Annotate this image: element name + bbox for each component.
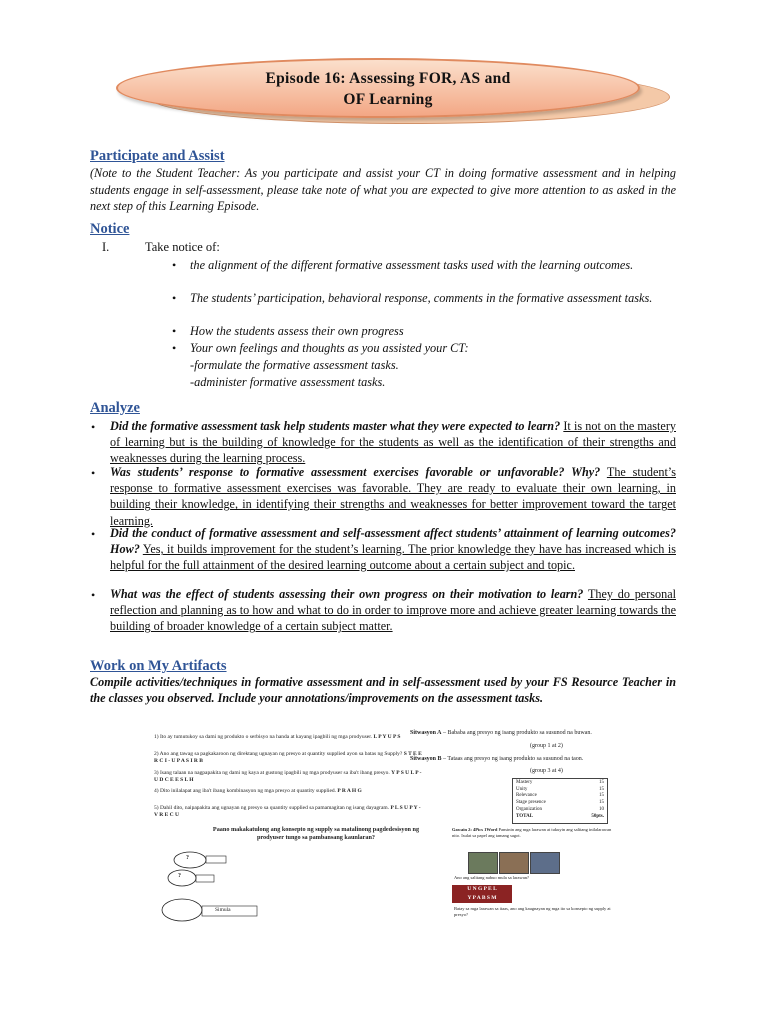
item-key: P L S U P Y - V R E C U — [154, 805, 421, 818]
sitwasyon-b — [410, 755, 640, 763]
analyze-answer-1: It is not on the mastery of learning but is the building of knowledge for the students as well as the identification of their strengths and weaknesses during the learning process. — [110, 419, 676, 466]
unscramble-word-1: U N G P E L — [467, 886, 497, 892]
item-key: P R A H G — [337, 788, 362, 794]
item-number: 3) — [154, 770, 159, 776]
rubric-points: 15 — [599, 793, 604, 799]
paano-question: Paano makakatulong ang konsepto ng supply sa matalinong pagdedesisyon ng prodyuser tungo sa pambansang kaunlaran? — [212, 826, 420, 841]
rubric-criterion: Stage presence — [516, 800, 546, 806]
bullet-icon: • — [172, 324, 177, 338]
photo-2 — [499, 852, 529, 874]
bullet-icon: • — [91, 588, 96, 602]
sitwasyon-a-label: Sitwasyon A — [410, 730, 442, 736]
item-key: S T E E R C I - U P A S I R B — [154, 751, 422, 764]
rubric-row — [516, 807, 604, 814]
bullet-icon: • — [172, 258, 177, 272]
flow-q1: ? — [186, 855, 189, 861]
flow-start-circle — [162, 899, 202, 921]
flow-bubble-1 — [174, 852, 206, 868]
analyze-item-3 — [110, 525, 676, 574]
gawain-text: Pansinin ang mga larawan at tukuyin ang salitang inilalarawan nito. Isulat sa papel ang tamang sagot. — [452, 827, 612, 838]
episode-banner — [108, 58, 668, 128]
episode-title-line1: Episode 16: Assessing FOR, AS and — [265, 70, 511, 87]
analyze-question-1: Did the formative assessment task help students master what they were expected to learn? — [110, 419, 561, 433]
item-key: L P Y U P S — [373, 734, 401, 740]
analyze-question-4: What was the effect of students assessing their own progress on their motivation to learn? — [110, 587, 584, 601]
item-number: 2) — [154, 751, 159, 757]
rubric-total-value: 50pts. — [591, 813, 604, 819]
analyze-question-2: Was students’ response to formative assessment exercises favorable or unfavorable? Why? — [110, 465, 601, 479]
participate-text: (Note to the Student Teacher: As you participate and assist your CT in doing formative assessment and in helping students engage in self-assessment, please take note of what you are expected to give more attention to as asked in the next step of this Learning Episode. — [90, 166, 676, 213]
notice-heading: Notice — [90, 221, 130, 237]
notice-bullet-1: the alignment of the different formative assessment tasks used with the learning outcomes. — [190, 258, 634, 272]
worksheet-item-5 — [154, 805, 424, 819]
participate-heading: Participate and Assist — [90, 148, 225, 164]
flow-bubble-2 — [168, 870, 196, 886]
notice-lead: Take notice of: — [145, 240, 220, 254]
bullet-icon: • — [91, 527, 96, 541]
rubric-points: 15 — [599, 786, 604, 792]
question-after-2: Batay sa mga larawan sa itaas, ano ang kaugnayan ng mga ito sa konsepto ng supply at presyo? — [454, 906, 611, 917]
rubric-total-row — [516, 814, 604, 821]
worksheet-item-4 — [154, 788, 424, 795]
item-text: Ano ang tawag sa pagkakaroon ng direktang ugnayan ng presyo at quantity supplied ayon sa batas ng Supply? — [159, 751, 403, 757]
sitwasyon-b-label: Sitwasyon B — [410, 756, 442, 762]
photo-1 — [468, 852, 498, 874]
notice-bullet-2: The students’ participation, behavioral response, comments in the formative assessment tasks. — [190, 291, 653, 305]
bullet-icon: • — [91, 466, 96, 480]
rubric-row — [516, 800, 604, 807]
unscramble-box — [452, 885, 512, 903]
worksheet-item-3 — [154, 770, 424, 784]
notice-sub-1: -formulate the formative assessment tasks. — [190, 358, 399, 372]
item-text: Dito inilalapat ang iba't ibang kombinasyon ng mga presyo at quantity supplied. — [159, 788, 337, 794]
photo-3 — [530, 852, 560, 874]
flow-diagram — [160, 850, 270, 930]
analyze-answer-3: Yes, it builds improvement for the student’s learning. The prior knowledge they have has increased which is helpful for the full attainment of the desired learning outcome about a certain subject and topic. — [110, 542, 676, 573]
sitwasyon-a-text: – Bababa ang presyo ng isang produkto sa susunod na buwan. — [443, 730, 592, 736]
rubric-total-label: TOTAL — [516, 813, 534, 819]
group-a: (group 1 at 2) — [530, 743, 563, 749]
rubric-table — [512, 778, 608, 824]
gawain-title: Gawain 2: 4Pics 1Word — [452, 827, 498, 832]
unscramble-word-2: Y P A B S M — [467, 894, 497, 901]
flow-box-1 — [206, 856, 226, 863]
rubric-points: 15 — [599, 800, 604, 806]
item-text: Ito ay tumutukoy sa dami ng produkto o serbisyo na handa at kayang ipagbili ng mga prodyuser. — [159, 734, 373, 740]
notice-bullet-4: Your own feelings and thoughts as you assisted your CT: — [190, 341, 469, 355]
notice-bullet-3: How the students assess their own progress — [190, 324, 404, 338]
analyze-heading: Analyze — [90, 400, 140, 416]
item-text: Isang talaan na nagpapakita ng dami ng kaya at gustong ipagbili ng mga prodyuser sa iba't ibang presyo. — [159, 770, 390, 776]
group-b: (group 3 at 4) — [530, 768, 563, 774]
analyze-answer-4: They do personal reflection and planning as to how and what to do in order to improve more and achieve greater learning towards the building of broader knowledge of a certain subject matter. — [110, 587, 676, 634]
rubric-points: 15 — [599, 780, 604, 785]
notice-numeral: I. — [102, 240, 110, 254]
bullet-icon: • — [172, 341, 177, 355]
artifacts-heading: Work on My Artifacts — [90, 658, 227, 674]
analyze-question-3: Did the conduct of formative assessment and self-assessment affect students’ attainment of learning outcomes? How? — [110, 526, 676, 557]
analyze-item-4 — [110, 586, 676, 635]
item-number: 5) — [154, 805, 159, 811]
analyze-item-2 — [110, 464, 676, 529]
episode-title — [218, 68, 558, 110]
rubric-criterion: Unity — [516, 786, 528, 792]
rubric-row — [516, 787, 604, 794]
rubric-criterion: Organization — [516, 806, 543, 812]
episode-title-line2: OF Learning — [343, 91, 433, 108]
item-number: 1) — [154, 734, 159, 740]
item-text: Dahil dito, naipapakita ang ugnayan ng presyo sa quantity supplied sa pamamagitan ng isang dayagram. — [159, 805, 390, 811]
item-number: 4) — [154, 788, 159, 794]
analyze-answer-2: The student’s response to formative assessment exercises was favorable. They are ready to evaluate their own learning, in building their knowledge, in identifying their strengths and weaknesses for better improvement toward the target learning. — [110, 465, 676, 528]
artifacts-instruction: Compile activities/techniques in formative assessment and in self-assessment used by your FS Resource Teacher in the classes you observed. Include your annotations/improvements on the assessment tasks. — [90, 675, 676, 705]
sitwasyon-a — [410, 729, 640, 737]
analyze-item-1 — [110, 418, 676, 467]
worksheet-item-1 — [154, 734, 424, 741]
sitwasyon-b-text: – Tataas ang presyo ng isang produkto sa susunod na taon. — [443, 756, 584, 762]
flow-q2: ? — [178, 873, 181, 879]
item-key: Y P S U L P - U D C E E S L H — [154, 770, 422, 783]
flow-simula: Simula — [215, 907, 231, 913]
rubric-row — [516, 780, 604, 787]
bullet-icon: • — [172, 291, 177, 305]
question-after-1: Ano ang salitang nabuo mula sa larawan? — [454, 875, 529, 880]
notice-sub-2: -administer formative assessment tasks. — [190, 375, 386, 389]
flow-box-2 — [196, 875, 214, 882]
bullet-icon: • — [91, 420, 96, 434]
worksheet-item-2 — [154, 751, 424, 765]
rubric-row — [516, 793, 604, 800]
rubric-criterion: Relevance — [516, 793, 537, 799]
gawain-block — [452, 827, 612, 838]
rubric-points: 10 — [599, 806, 604, 812]
rubric-criterion: Mastery — [516, 780, 533, 785]
